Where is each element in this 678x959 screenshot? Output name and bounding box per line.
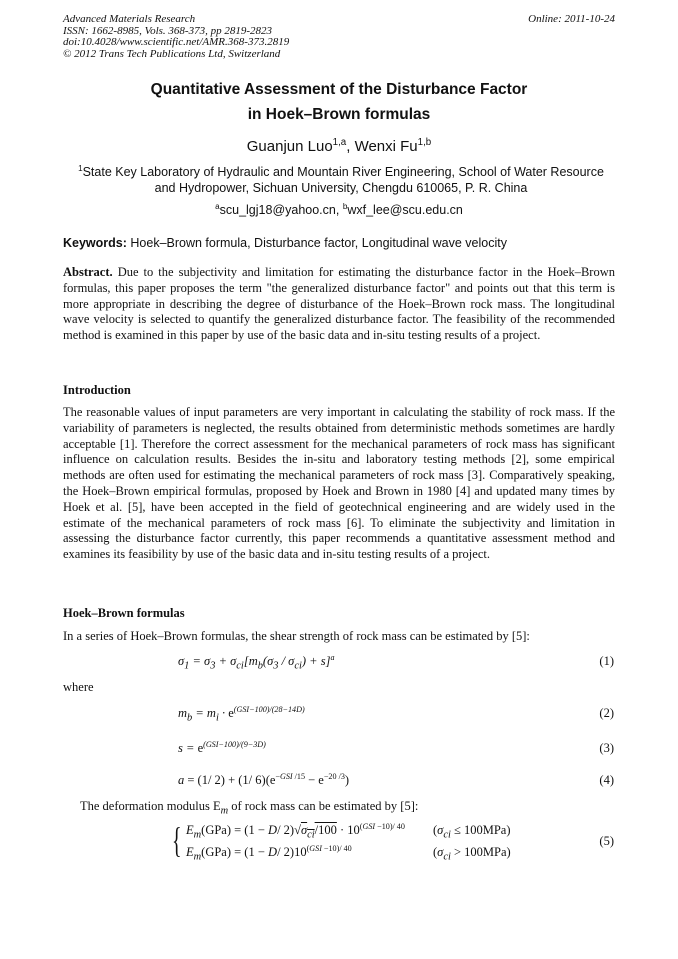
abstract-text: Due to the subjectivity and limitation for estimating the disturbance factor in the Hoek–Brown formulas, this paper proposes the term "the generalized disturbance factor" and points out that this term is more appropriate in describing the degree of disturbance of the Hoek–Brown rock mass. The longitudinal wave velocity is selected to quantify the generalized disturbance factor. The feasibility of the recommended method is examined in this paper by use of the basic data and in-situ testing results of a project. <box>63 265 615 343</box>
modulus-sentence <box>80 799 418 817</box>
equation-2-number: (2) <box>599 706 614 720</box>
equation-2: $m_b = m_i \cdot e^{(GSI-100)/(28-14D)}$ <box>178 704 305 724</box>
keywords <box>63 236 615 250</box>
email-a-sup: a <box>215 201 220 211</box>
equation-3-number: (3) <box>599 741 614 755</box>
author-1: Guanjun Luo <box>246 138 333 155</box>
equation-5a-condition: $(\sigma_{ci} \le 100MPa)$ <box>433 823 511 841</box>
author-list: Guanjun Luo$^{1,a}$, Wenxi Fu$^{1,b}$ <box>246 137 432 155</box>
equation-1: $\sigma_1 = \sigma_3 + \sigma_{ci}[m_b(\sigma_3 / \sigma_{ci}) + s]^a$ <box>178 652 335 672</box>
equation-5-brace: { <box>172 820 182 860</box>
equation-4: a = (1/ 2) + (1/ $6)(e^{-GSI /15} - e^{-20 /3})$ <box>178 771 350 787</box>
affiliation-sup: 1 <box>78 163 83 173</box>
abstract <box>63 265 615 344</box>
equation-5b-condition-value: 100MPa) <box>464 845 511 859</box>
author-2-sup: 1,b <box>417 137 432 148</box>
hb-intro-paragraph: In a series of Hoek–Brown formulas, the shear strength of rock mass can be estimated by [5]: <box>63 629 530 643</box>
author-1-sup: 1,a <box>332 137 347 148</box>
intro-paragraph: The reasonable values of input parameters are very important in calculating the stability of rock mass. If the variability of parameters is neglected, the results obtained from deterministic methods sometimes are hardly acceptable [1]. Therefore the correct assessment for the mechanical parameters of rock mass has significant influence on calculation results. Besides the in-situ and laboratory testing methods [2], some empirical methods are often used for estimating the mechanical parameters of rock mass [3]. Comparatively speaking, the Hoek–Brown empirical formulas, proposed by Hoek and Brown in 1980 [4] and updated many times by Hoek et al. [5], have been accepted in the field of geotechnical engineering and are widely used in the estimate of the mechanical parameters of rock mass [6]. To eliminate the subjectivity and limitation in assessing the disturbance factor currently, this paper recommends a quantitative assessment method and examines its feasibility by use of the basic data and in-situ testing results of a project. <box>63 405 615 562</box>
keywords-label: Keywords: <box>63 236 127 250</box>
email-b: wxf_lee@scu.edu.cn <box>347 203 463 217</box>
equation-5-number: (5) <box>599 834 614 848</box>
issn-line: ISSN: 1662-8985, Vols. 368-373, pp 2819-2823 <box>63 24 272 37</box>
where-label: where <box>63 680 94 694</box>
journal-header <box>63 14 615 60</box>
doi-line: doi:10.4028/www.scientific.net/AMR.368-373.2819 <box>63 36 290 48</box>
keywords-text: Hoek–Brown formula, Disturbance factor, Longitudinal wave velocity <box>130 236 507 250</box>
copyright-line: © 2012 Trans Tech Publications Ltd, Switzerland <box>63 47 281 60</box>
equation-5a: $E_m(GPa) = (1 - D/$ $2)√\sigma_{ci}/100 \cdot 10^{(GSI -10)/ 40}$ <box>186 821 405 841</box>
affiliation-text: State Key Laboratory of Hydraulic and Mountain River Engineering, School of Water Resource and Hydropower, Sichuan University, Chengdu 610065, P. R. China <box>82 165 604 195</box>
online-date: Online: 2011-10-24 <box>528 13 615 25</box>
hb-heading: Hoek–Brown formulas <box>63 606 185 620</box>
equation-3: $s = e^{(GSI-100)/(9-3D)}$ <box>178 739 266 755</box>
equation-4-number: (4) <box>599 773 614 787</box>
paper-title-line2: in Hoek–Brown formulas <box>247 106 431 123</box>
equation-5b: $E_m(GPa) = (1 - D/$ $2)10^{(GSI -10)/ 40}$ <box>186 843 352 863</box>
equation-5a-condition-value: 100MPa) <box>463 823 511 837</box>
intro-heading: Introduction <box>63 383 131 397</box>
modulus-rest: of rock mass can be estimated by [5]: <box>228 799 419 813</box>
email-b-sup: b <box>342 201 348 211</box>
email-a: scu_lgj18@yahoo.cn, <box>219 203 340 217</box>
journal-name: Advanced Materials Research <box>63 13 196 25</box>
abstract-label: Abstract. <box>63 265 113 279</box>
email-line <box>0 203 678 217</box>
equation-1-number: (1) <box>599 654 614 668</box>
paper-title-line1: Quantitative Assessment of the Disturbance Factor <box>150 81 528 98</box>
modulus-sub: m <box>220 805 229 817</box>
author-2: Wenxi Fu <box>354 138 418 155</box>
modulus-text: The deformation modulus E <box>80 799 221 813</box>
equation-5b-condition: $(\sigma_{ci} > 100MPa)$ <box>433 845 511 863</box>
affiliation <box>66 164 616 196</box>
